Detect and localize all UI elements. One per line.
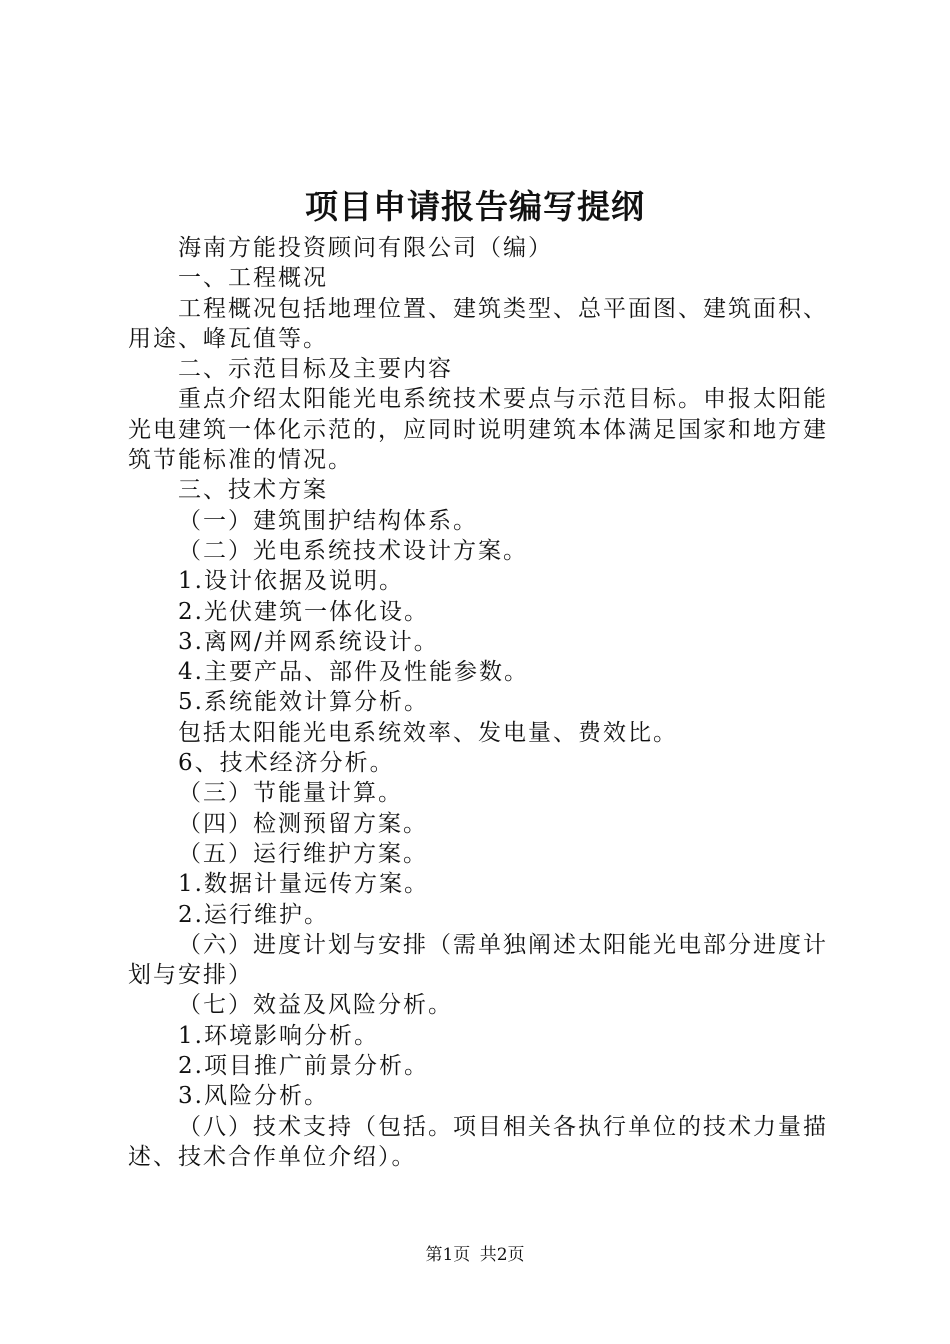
list-item: （四）检测预留方案。 [178, 810, 428, 837]
list-item: 5.系统能效计算分析。 [178, 689, 429, 716]
section-heading-1: 一、工程概况 [178, 265, 328, 292]
document-body [128, 233, 833, 1172]
paragraph-demo-goals: 重点介绍太阳能光电系统技术要点与示范目标。申报太阳能光电建筑一体化示范的，应同时说明建筑本体满足国家和地方建筑节能标准的情况。 [128, 386, 828, 474]
list-item: 2.运行维护。 [178, 901, 329, 928]
list-item: 2.光伏建筑一体化设。 [178, 598, 429, 625]
list-item: （七）效益及风险分析。 [178, 992, 453, 1019]
list-item: （一）建筑围护结构体系。 [178, 507, 478, 534]
list-item: （三）节能量计算。 [178, 780, 403, 807]
paragraph-author: 海南方能投资顾问有限公司（编） [178, 235, 553, 261]
list-item: （五）运行维护方案。 [178, 840, 428, 867]
paragraph-project-overview: 工程概况包括地理位置、建筑类型、总平面图、建筑面积、用途、峰瓦值等。 [128, 295, 828, 352]
list-item: 3.离网/并网系统设计。 [178, 628, 439, 655]
section-heading-3: 三、技术方案 [178, 477, 328, 504]
list-item: 4.主要产品、部件及性能参数。 [178, 659, 529, 686]
document-title: 项目申请报告编写提纲 [305, 187, 645, 226]
list-item: （八）技术支持（包括。项目相关各执行单位的技术力量描述、技术合作单位介绍）。 [128, 1113, 828, 1170]
list-item: （二）光电系统技术设计方案。 [178, 537, 528, 564]
list-item: 6、技术经济分析。 [178, 750, 395, 777]
list-item: （六）进度计划与安排（需单独阐述太阳能光电部分进度计划与安排） [128, 931, 828, 989]
list-item: 1.设计依据及说明。 [178, 568, 404, 595]
list-item: 1.环境影响分析。 [178, 1022, 379, 1049]
list-item: 包括太阳能光电系统效率、发电量、费效比。 [178, 719, 678, 746]
page-number-total: 共2页 [479, 1245, 525, 1265]
page-footer [0, 1243, 950, 1267]
page-number-current: 第1页 [425, 1245, 471, 1265]
list-item: 3.风险分析。 [178, 1083, 329, 1110]
section-heading-2: 二、示范目标及主要内容 [178, 356, 453, 383]
list-item: 1.数据计量远传方案。 [178, 871, 429, 898]
list-item: 2.项目推广前景分析。 [178, 1053, 429, 1080]
